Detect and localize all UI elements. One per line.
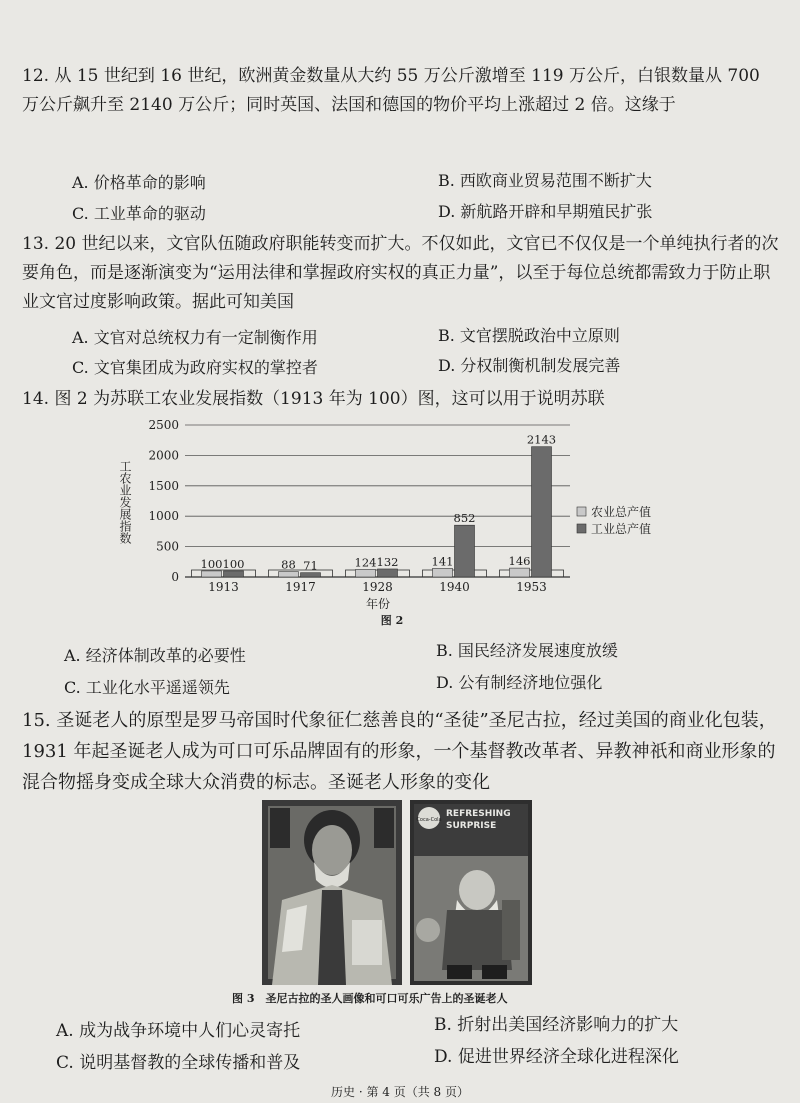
data-label: 141 <box>431 554 454 569</box>
chart-legend <box>577 504 651 536</box>
bar-agri-1913 <box>202 571 222 577</box>
y-tick-label: 0 <box>171 570 179 584</box>
chart-title: 图 2 <box>380 614 404 627</box>
q15-option-d[interactable]: D. 促进世界经济全球化进程深化 <box>434 1047 679 1067</box>
q12-option-c[interactable]: C. 工业革命的驱动 <box>72 204 206 223</box>
question-15-stem: 15. 圣诞老人的原型是罗马帝国时代象征仁慈善良的“圣徒”圣尼古拉，经过美国的商业化包装，1931 年起圣诞老人成为可口可乐品牌固有的形象，一个基督教改革者、异教神祇和商业形象的混合物摇身变成全球大众消费的标志。圣诞老人形象的变化 <box>22 710 777 793</box>
figure-3-images <box>262 800 532 985</box>
figure-3-caption: 图 3 圣尼古拉的圣人画像和可口可乐广告上的圣诞老人 <box>232 992 508 1005</box>
bar-agri-1940 <box>433 568 453 577</box>
q15-option-c[interactable]: C. 说明基督教的全球传播和普及 <box>56 1053 301 1073</box>
chart-y-axis-label: 工农业发展指数 <box>118 460 132 544</box>
q13-option-a[interactable]: A. 文官对总统权力有一定制衡作用 <box>72 328 318 347</box>
q12-option-a[interactable]: A. 价格革命的影响 <box>72 173 206 192</box>
q14-option-d[interactable]: D. 公有制经济地位强化 <box>436 673 603 692</box>
q14-option-c[interactable]: C. 工业化水平遥遥领先 <box>64 678 230 697</box>
bar-ind-1913 <box>224 571 244 577</box>
q14-option-a[interactable]: A. 经济体制改革的必要性 <box>64 646 246 665</box>
data-label: 146 <box>508 554 531 569</box>
data-label: 100 <box>222 556 245 571</box>
data-label: 2143 <box>526 432 557 447</box>
bar-ind-1928 <box>378 569 398 577</box>
coca-cola-santa-ad-image <box>410 800 532 985</box>
q13-option-d[interactable]: D. 分权制衡机制发展完善 <box>438 356 621 375</box>
x-tick-label: 1913 <box>208 580 239 594</box>
q13-option-c[interactable]: C. 文官集团成为政府实权的掌控者 <box>72 358 318 377</box>
q12-option-d[interactable]: D. 新航路开辟和早期殖民扩张 <box>438 202 653 221</box>
x-tick-label: 1917 <box>285 580 316 594</box>
q15-option-b[interactable]: B. 折射出美国经济影响力的扩大 <box>434 1015 679 1035</box>
x-tick-label: 1953 <box>516 580 547 594</box>
legend-swatch-1 <box>577 524 586 533</box>
question-14-stem: 14. 图 2 为苏联工农业发展指数（1913 年为 100）图，这可以用于说明苏联 <box>22 389 605 409</box>
soviet-index-chart <box>118 410 705 635</box>
bar-agri-1928 <box>356 569 376 577</box>
data-label: 124 <box>354 555 377 570</box>
bar-ind-1940 <box>455 525 475 577</box>
legend-label: 农业总产值 <box>591 505 652 519</box>
bar-agri-1953 <box>510 568 530 577</box>
question-12-stem: 12. 从 15 世纪到 16 世纪，欧洲黄金数量从大约 55 万公斤激增至 119 万公斤，白银数量从 700 万公斤飙升至 2140 万公斤；同时英国、法国和德国的物价平均上涨超过 2 倍。这缘于 <box>22 66 760 115</box>
bar-ind-1953 <box>532 447 552 577</box>
y-tick-label: 2500 <box>148 418 179 432</box>
q12-option-b[interactable]: B. 西欧商业贸易范围不断扩大 <box>438 171 652 190</box>
bar-ind-1917 <box>301 573 321 577</box>
data-label: 100 <box>200 556 223 571</box>
data-label: 852 <box>453 511 476 526</box>
chart-x-ticks <box>208 580 547 594</box>
legend-label: 工业总产值 <box>591 522 652 536</box>
saint-nicholas-icon-image <box>262 800 402 985</box>
data-label: 88 <box>281 557 296 572</box>
y-tick-label: 1500 <box>148 478 179 493</box>
ad-headline: REFRESHING SURPRISE <box>446 809 511 831</box>
data-label: 132 <box>376 554 399 569</box>
x-tick-label: 1940 <box>439 580 470 594</box>
q14-option-b[interactable]: B. 国民经济发展速度放缓 <box>436 641 618 660</box>
x-tick-label: 1928 <box>362 580 393 594</box>
question-13-stem: 13. 20 世纪以来，文官队伍随政府职能转变而扩大。不仅如此，文官已不仅仅是一个单纯执行者的次要角色，而是逐渐演变为“运用法律和掌握政府实权的真正力量”，以至于每位总统都需致力于防止职业文官过度影响政策。据此可知美国 <box>22 234 779 312</box>
bar-agri-1917 <box>279 572 299 577</box>
chart-y-ticks <box>148 418 179 584</box>
y-tick-label: 500 <box>156 539 179 554</box>
y-tick-label: 2000 <box>148 448 179 463</box>
y-tick-label: 1000 <box>148 509 179 524</box>
chart-x-axis-label: 年份 <box>365 597 391 611</box>
legend-swatch-0 <box>577 507 586 516</box>
page-footer: 历史 · 第 4 页（共 8 页） <box>331 1085 469 1099</box>
chart-bars <box>192 433 564 577</box>
q15-option-a[interactable]: A. 成为战争环境中人们心灵寄托 <box>56 1021 301 1041</box>
q13-option-b[interactable]: B. 文官摆脱政治中立原则 <box>438 326 620 345</box>
coca-cola-logo: Coca-Cola <box>416 817 442 823</box>
data-label: 71 <box>303 558 318 573</box>
